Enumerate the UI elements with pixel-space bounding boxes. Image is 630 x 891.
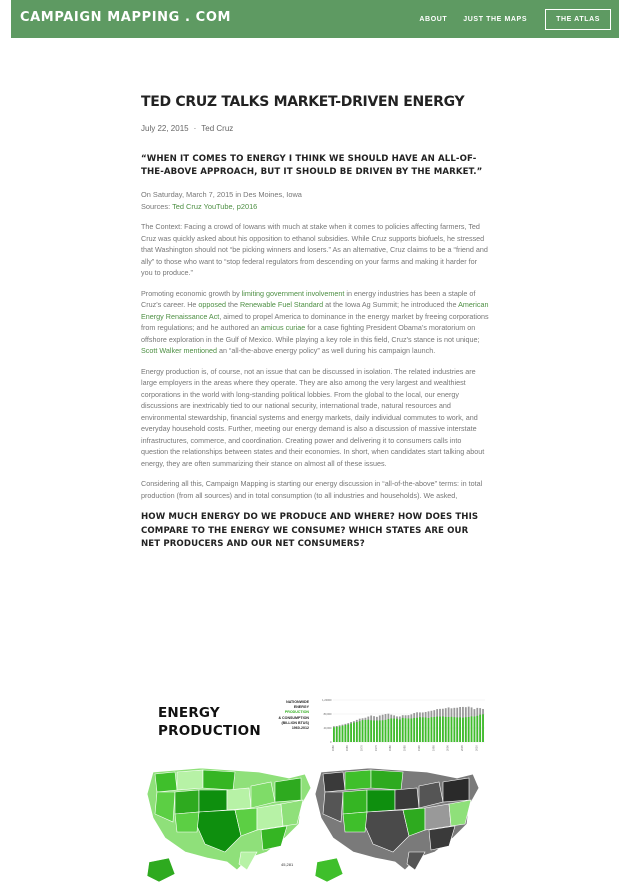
production-bar (339, 726, 341, 742)
production-bar (445, 717, 447, 742)
x-tick-label: 2005 (460, 745, 464, 751)
production-bar (382, 720, 384, 742)
x-tick-label: 1960 (331, 745, 335, 751)
paragraph-considering: Considering all this, Campaign Mapping is starting our energy discussion in “all-of-the-above” terms: in total production (from all sources) and in total consumption (to all industries and households). We asked, (141, 479, 483, 500)
state-shape (395, 788, 419, 810)
production-bar (359, 721, 361, 742)
state-shape (203, 770, 235, 790)
legend-production: PRODUCTION (284, 710, 309, 715)
production-bar (451, 717, 453, 742)
production-bar (376, 721, 378, 742)
state-shape (239, 852, 257, 870)
state-shape (199, 790, 227, 812)
state-shape (443, 778, 469, 802)
text-run: , aimed to propel America to dominance in the energy market by freeing corporations from regulations; and he authored an (141, 311, 489, 333)
production-bar (365, 720, 367, 742)
y-tick-label: 40,000 (323, 727, 332, 730)
nav-just-the-maps[interactable]: JUST THE MAPS (463, 15, 528, 23)
production-bar (385, 720, 387, 742)
production-bar (436, 717, 438, 742)
x-tick-label: 1975 (374, 745, 378, 751)
alaska-shape (315, 858, 343, 882)
text-run: in energy industries has been a staple of Cruz’s career. He (141, 288, 476, 310)
production-bar (479, 715, 481, 742)
state-shape (343, 790, 367, 814)
link-energy-renaissance-act[interactable]: American Energy Renaissance Act (141, 300, 489, 321)
post-date: July 22, 2015 (141, 124, 189, 133)
production-bar (428, 718, 430, 742)
state-shape (177, 770, 203, 790)
production-bar (474, 717, 476, 742)
production-bar (399, 720, 401, 742)
production-bar (425, 717, 427, 742)
x-tick-label: 2000 (446, 745, 450, 751)
production-bar (347, 724, 349, 742)
y-tick-label: 80,000 (323, 713, 332, 716)
production-bar (402, 718, 404, 742)
state-shape (323, 772, 345, 792)
production-bar (353, 723, 355, 742)
production-bar (416, 718, 418, 742)
occasion-text: On Saturday, March 7, 2015 in Des Moines, Iowa (141, 190, 302, 199)
production-bar (422, 717, 424, 742)
x-tick-label: 1990 (417, 745, 421, 751)
x-tick-label: 2010 (475, 745, 479, 751)
state-shape (257, 804, 283, 830)
production-bar (387, 719, 389, 742)
production-bar (471, 716, 473, 742)
production-bar (362, 720, 364, 742)
production-bar (456, 717, 458, 742)
production-bar (342, 726, 344, 742)
paragraph-energy-production: Energy production is, of course, not an issue that can be discussed in isolation. The related industries are large employers in the areas where they operate. They are also among the very largest and wealthiest corporations in the world with long-standing political lobbies. From the global to the local, our energy discussions are inextricably tied to our national security, international trade, natural resources and environmental stewardship, financial systems and energy markets, daily individual commutes to work, and everyday household costs. Further, meeting our energy demand is also a discussion of massive interstate infrastructures, commerce, and coordination. Creating power and delivering it to consumers calls into question the relationships between states and their economies. In short, when candidates start talking about energy, they are often summarizing their stance on almost all of these issues. (141, 366, 485, 468)
production-bar (448, 717, 450, 742)
state-shape (407, 852, 425, 870)
net-producers-map (315, 768, 479, 882)
state-shape (345, 770, 371, 790)
state-shape (425, 804, 451, 830)
production-bar (431, 717, 433, 742)
production-bar (350, 723, 352, 742)
sources-label: Sources: (141, 201, 171, 211)
alaska-shape (147, 858, 175, 882)
state-shape (261, 826, 287, 850)
section-question: HOW MUCH ENERGY DO WE PRODUCE AND WHERE? HOW DOES THIS COMPARE TO THE ENERGY WE CONSUME? WHICH STATES ARE OUR NET PRODUCERS AND OUR NET CONSUMERS? (141, 512, 479, 550)
legend-line: NATIONWIDE (286, 700, 309, 704)
state-shape (343, 812, 367, 832)
state-shape (429, 826, 455, 850)
article-meta (141, 124, 489, 133)
x-tick-label: 1970 (360, 745, 364, 751)
x-tick-label: 1985 (403, 745, 407, 751)
legend-years: 1960-2012 (291, 726, 309, 731)
figure-title (158, 704, 261, 740)
x-tick-label: 1995 (432, 745, 436, 751)
the-atlas-button[interactable]: THE ATLAS (545, 9, 611, 30)
site-header (11, 0, 619, 38)
production-bar (393, 719, 395, 742)
link-limiting-government[interactable]: limiting government involvement (241, 288, 345, 298)
link-renewable-fuel-standard[interactable]: Renewable Fuel Standard (239, 300, 324, 310)
quote-context (141, 189, 489, 212)
state-shape (175, 790, 199, 814)
text-run: for a case fighting President Obama’s moratorium on offshore exploration in the Gulf of Mexico. While playing a key role in this field, Cruz’s stance is not unique; (141, 323, 480, 344)
production-bar (442, 716, 444, 742)
production-bar (370, 720, 372, 742)
x-tick-label: 1980 (389, 745, 393, 751)
paragraph-context: The Context: Facing a crowd of Iowans with much at stake when it comes to policies affecting farmers, Ted Cruz was quickly asked about his opposition to ethanol subsidies. While Cruz supports biofuels, he stressed that Washington should not “be picking winners and losers.” As an alternative, Cruz claims to be a “friend and ally” to those who want to “stop federal regulators from descending on your farms and making it harder for you to produce.” (141, 222, 488, 278)
x-tick-label: 1965 (346, 745, 350, 751)
state-shape (175, 812, 199, 832)
production-bar (344, 725, 346, 742)
nav-about[interactable]: ABOUT (419, 15, 448, 23)
y-tick-label: 0 (330, 741, 332, 744)
legend-units: (BILLION BTUS) (281, 720, 309, 725)
production-bar (367, 720, 369, 742)
article-title: TED CRUZ TALKS MARKET-DRIVEN ENERGY (141, 94, 465, 110)
production-bar (356, 722, 358, 742)
production-bar (476, 716, 478, 742)
production-bar (433, 717, 435, 742)
production-bar (333, 727, 335, 742)
production-bar (462, 718, 464, 742)
pull-quote: “WHEN IT COMES TO ENERGY I THINK WE SHOULD HAVE AN ALL-OF-THE-ABOVE APPROACH, BUT IT SHOULD BE DRIVEN BY THE MARKET.” (141, 154, 483, 177)
main-nav (403, 0, 611, 38)
state-shape (281, 800, 303, 826)
figure-title-line2: PRODUCTION (158, 723, 261, 739)
state-shape (367, 790, 395, 812)
chart-legend (265, 700, 309, 731)
production-bar (468, 717, 470, 742)
energy-bar-chart (311, 696, 487, 754)
state-maps (141, 766, 489, 891)
site-logo[interactable]: CAMPAIGN MAPPING . COM (20, 10, 232, 25)
link-opposed[interactable]: opposed (198, 300, 226, 310)
state-shape (371, 770, 403, 790)
state-shape (227, 788, 251, 810)
link-scott-walker[interactable]: Scott Walker mentioned (141, 346, 218, 356)
production-bar (459, 717, 461, 742)
y-tick-label: 1,20000 (322, 699, 332, 702)
text-run: at the Iowa Ag Summit; he introduced the (323, 300, 459, 310)
legend-consumption: & CONSUMPTION (278, 715, 309, 720)
text-run: the (225, 300, 240, 310)
energy-production-figure (141, 688, 489, 891)
map-label-total: 45,281 (281, 862, 294, 867)
article (141, 94, 489, 552)
state-shape (449, 800, 471, 826)
production-bar (396, 719, 398, 742)
production-map (147, 768, 311, 882)
production-bar (465, 717, 467, 742)
production-bar (419, 717, 421, 742)
production-bar (336, 727, 338, 742)
text-run: an “all-the-above energy policy” as well during his campaign launch. (217, 346, 436, 356)
production-bar (390, 718, 392, 742)
production-bar (482, 714, 484, 742)
meta-separator: · (193, 124, 197, 133)
figure-title-line1: ENERGY (158, 705, 220, 721)
production-bar (410, 719, 412, 742)
text-run: Promoting economic growth by (141, 288, 242, 298)
production-bar (439, 717, 441, 742)
link-amicus-curiae[interactable]: amicus curiae (260, 323, 306, 333)
production-bar (379, 720, 381, 742)
production-bar (408, 718, 410, 742)
production-bar (373, 721, 375, 742)
production-bar (413, 718, 415, 742)
legend-line: ENERGY (293, 705, 309, 710)
production-bar (405, 718, 407, 742)
state-shape (155, 772, 177, 792)
post-author[interactable]: Ted Cruz (201, 124, 234, 133)
sources-link[interactable]: Ted Cruz YouTube, p2016 (172, 201, 258, 211)
production-bar (453, 717, 455, 742)
state-shape (275, 778, 301, 802)
paragraph-career (141, 288, 489, 357)
